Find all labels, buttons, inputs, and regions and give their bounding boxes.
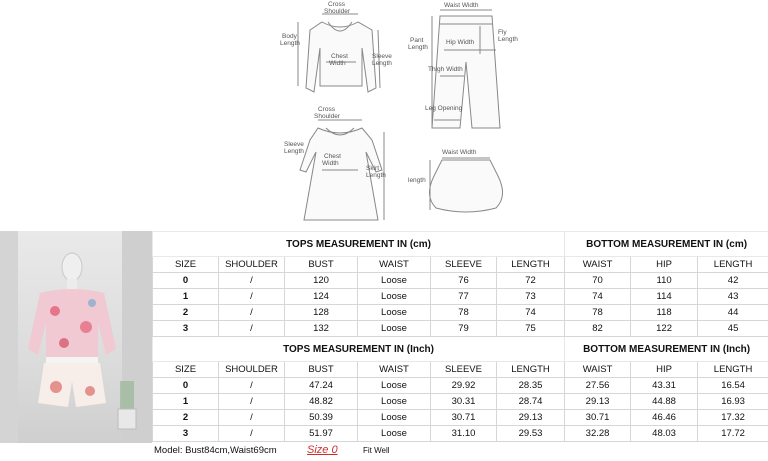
table-cell: 110 [631, 273, 698, 289]
table-cell: 48.03 [631, 426, 698, 442]
table-cell: 32.28 [565, 426, 631, 442]
table-cell: 72 [497, 273, 565, 289]
pants-leg-opening-label: Leg Opening [425, 105, 463, 112]
fit-note: Fit Well [363, 446, 390, 455]
column-header: SHOULDER [219, 362, 285, 378]
table-header-row [153, 362, 768, 378]
model-size: Size 0 [307, 444, 338, 456]
table-cell: 118 [631, 305, 698, 321]
table-cell: 29.13 [565, 394, 631, 410]
table-cell: 122 [631, 321, 698, 337]
table-cell: / [219, 273, 285, 289]
garment-diagrams-svg [0, 0, 768, 230]
table-cell: Loose [358, 426, 431, 442]
size-cell: 1 [153, 289, 219, 305]
model-measurements: Model: Bust84cm,Waist69cm [154, 445, 277, 456]
bottom-measurement-title: BOTTOM MEASUREMENT IN (Inch) [565, 337, 768, 362]
tops-measurement-title: TOPS MEASUREMENT IN (cm) [153, 232, 565, 257]
table-cell: 75 [497, 321, 565, 337]
table-row [153, 289, 768, 305]
table-cell: / [219, 305, 285, 321]
table-row [153, 305, 768, 321]
table-cell: 28.35 [497, 378, 565, 394]
table-cell: 70 [565, 273, 631, 289]
table-cell: 124 [285, 289, 358, 305]
table-cell: 30.31 [431, 394, 497, 410]
table-cell: 51.97 [285, 426, 358, 442]
table-cell: Loose [358, 289, 431, 305]
column-header: WAIST [565, 257, 631, 273]
dress-chest-width-label: Chest Width [322, 153, 341, 167]
table-cell: / [219, 378, 285, 394]
top-body-length-label: Body Length [280, 33, 300, 47]
table-cell: / [219, 289, 285, 305]
size-cell: 0 [153, 378, 219, 394]
pants-hip-width-label: Hip Width [446, 39, 475, 46]
pants-thigh-width-label: Thigh Width [428, 66, 463, 73]
top-chest-width-label: Chest Width [329, 53, 348, 67]
table-cell: / [219, 426, 285, 442]
table-cell: 29.13 [497, 410, 565, 426]
table-cell: 79 [431, 321, 497, 337]
table-row [153, 394, 768, 410]
column-header: LENGTH [497, 257, 565, 273]
table-cell: 30.71 [565, 410, 631, 426]
table-cell: Loose [358, 394, 431, 410]
skirt-diagram [429, 158, 502, 212]
top-cross-shoulder-label: Cross Shoulder [324, 1, 351, 15]
table-row [153, 321, 768, 337]
column-header: LENGTH [497, 362, 565, 378]
table-cell: 29.53 [497, 426, 565, 442]
table-cell: 31.10 [431, 426, 497, 442]
table-cell: 44.88 [631, 394, 698, 410]
bottom-measurement-title: BOTTOM MEASUREMENT IN (cm) [565, 232, 768, 257]
table-cell: Loose [358, 378, 431, 394]
table-cell: 30.71 [431, 410, 497, 426]
table-cell: 77 [431, 289, 497, 305]
table-cell: / [219, 410, 285, 426]
column-header: HIP [631, 257, 698, 273]
table-cell: 27.56 [565, 378, 631, 394]
table-cell: 43.31 [631, 378, 698, 394]
table-row [153, 378, 768, 394]
pants-pant-length-label: Pant Length [408, 37, 428, 51]
table-cell: Loose [358, 321, 431, 337]
table-title-row [153, 337, 768, 362]
table-cell: 120 [285, 273, 358, 289]
column-header: HIP [631, 362, 698, 378]
table-cell: 73 [497, 289, 565, 305]
table-row [153, 273, 768, 289]
table-cell: 76 [431, 273, 497, 289]
table-cell: 45 [698, 321, 768, 337]
skirt-length-label: length [408, 177, 426, 184]
product-photo [0, 231, 152, 443]
size-cell: 2 [153, 410, 219, 426]
table-cell: 132 [285, 321, 358, 337]
size-cell: 2 [153, 305, 219, 321]
table-cell: 42 [698, 273, 768, 289]
dress-skirt-length-label: Skirt Length [366, 165, 386, 179]
table-cell: 78 [431, 305, 497, 321]
column-header: WAIST [565, 362, 631, 378]
table-cell: 48.82 [285, 394, 358, 410]
table-cell: / [219, 394, 285, 410]
skirt-waist-width-label: Waist Width [442, 149, 477, 156]
table-cell: 17.72 [698, 426, 768, 442]
table-cell: 16.54 [698, 378, 768, 394]
table-cell: 74 [497, 305, 565, 321]
table-header-row [153, 257, 768, 273]
table-cell: 50.39 [285, 410, 358, 426]
pants-waist-width-label: Waist Width [444, 2, 479, 9]
mannequin-illustration [0, 231, 152, 443]
table-row [153, 410, 768, 426]
table-cell: 78 [565, 305, 631, 321]
table-cell: 82 [565, 321, 631, 337]
size-note-footer [152, 442, 768, 461]
column-header: WAIST [358, 362, 431, 378]
table-cell: 16.93 [698, 394, 768, 410]
column-header: SIZE [153, 257, 219, 273]
size-cell: 3 [153, 426, 219, 442]
size-cell: 3 [153, 321, 219, 337]
table-cell: 128 [285, 305, 358, 321]
column-header: BUST [285, 257, 358, 273]
table-cell: 114 [631, 289, 698, 305]
table-cell: 47.24 [285, 378, 358, 394]
table-cell: 46.46 [631, 410, 698, 426]
column-header: SIZE [153, 362, 219, 378]
column-header: WAIST [358, 257, 431, 273]
column-header: SHOULDER [219, 257, 285, 273]
table-cell: Loose [358, 410, 431, 426]
table-cell: 28.74 [497, 394, 565, 410]
column-header: BUST [285, 362, 358, 378]
table-cell: / [219, 321, 285, 337]
pants-fly-length-label: Fly Length [498, 29, 518, 43]
table-cell: 29.92 [431, 378, 497, 394]
tops-measurement-title: TOPS MEASUREMENT IN (Inch) [153, 337, 565, 362]
size-chart-table [152, 231, 768, 442]
table-cell: 17.32 [698, 410, 768, 426]
table-title-row [153, 232, 768, 257]
table-cell: 44 [698, 305, 768, 321]
table-cell: 43 [698, 289, 768, 305]
dress-cross-shoulder-label: Cross Shoulder [314, 106, 341, 120]
table-row [153, 426, 768, 442]
column-header: SLEEVE [431, 257, 497, 273]
table-cell: Loose [358, 305, 431, 321]
size-cell: 1 [153, 394, 219, 410]
column-header: SLEEVE [431, 362, 497, 378]
table-cell: 74 [565, 289, 631, 305]
column-header: LENGTH [698, 362, 768, 378]
column-header: LENGTH [698, 257, 768, 273]
top-sleeve-length-label: Sleeve Length [372, 53, 392, 67]
size-cell: 0 [153, 273, 219, 289]
measurement-diagrams [0, 0, 768, 230]
table-cell: Loose [358, 273, 431, 289]
dress-sleeve-length-label: Sleeve Length [284, 141, 304, 155]
